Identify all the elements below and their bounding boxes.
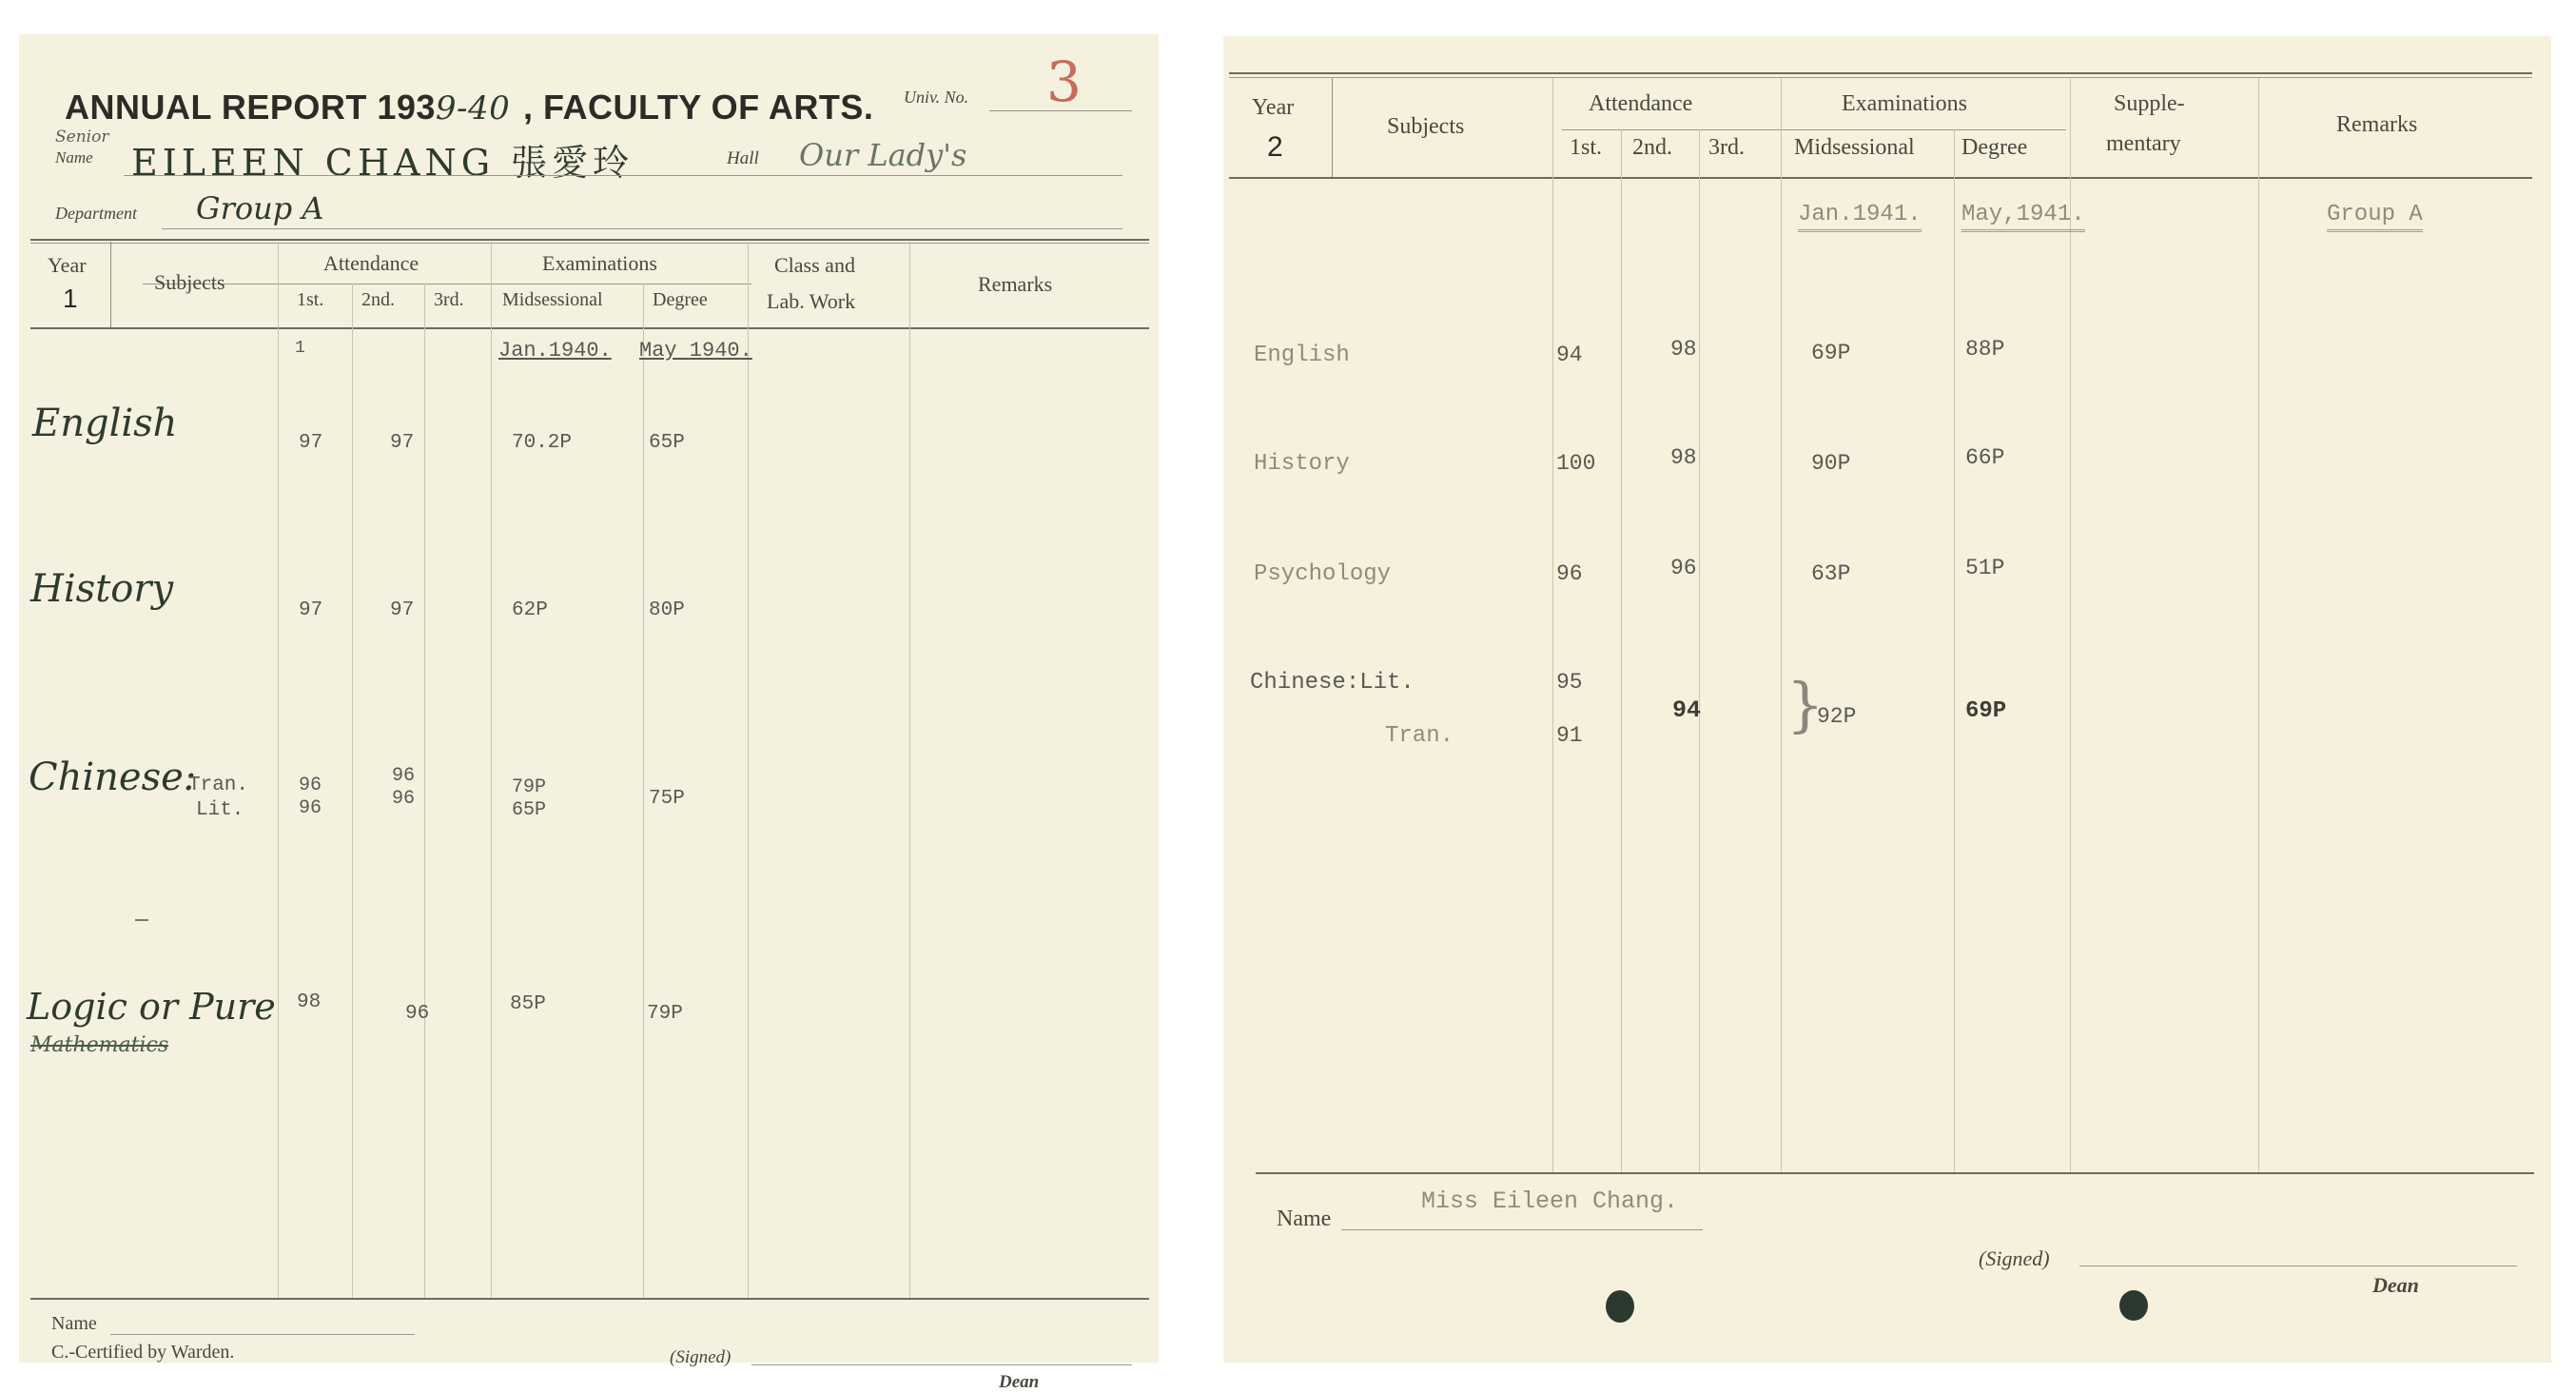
attendance-header: Attendance — [323, 251, 420, 275]
univ-no-label: Univ. No. — [904, 88, 969, 107]
subject-chinese-tran: Tran. — [1385, 723, 1454, 749]
title-prefix: ANNUAL REPORT 193 — [65, 88, 436, 127]
history-att1: 100 — [1556, 451, 1596, 476]
tick-mark: 1 — [295, 339, 305, 358]
subject-mathematics-struck: Mathematics — [30, 1033, 169, 1057]
psychology-mid: 63P — [1811, 561, 1851, 586]
psychology-att1: 96 — [1556, 561, 1583, 586]
subject-history: History — [1254, 451, 1350, 477]
midsessional-date: Jan.1941. — [1798, 202, 1922, 232]
english-deg: 88P — [1965, 337, 2005, 362]
subject-english: English — [1254, 343, 1350, 368]
midsessional-header: Midsessional — [502, 289, 603, 310]
footer-name-label: Name — [51, 1313, 97, 1334]
history-mid: 90P — [1811, 451, 1851, 476]
brace-mark: } — [1786, 670, 1825, 739]
english-att1: 97 — [299, 432, 323, 454]
report-title — [65, 88, 510, 128]
footer-name-value: Miss Eileen Chang. — [1421, 1187, 1679, 1215]
subject-chinese-lit: Chinese:Lit. — [1250, 670, 1415, 696]
report-card-year-1 — [19, 34, 1159, 1392]
subject-psychology: Psychology — [1254, 561, 1392, 587]
chinese-att2-tran: 96 — [392, 765, 416, 787]
att-third-header: 3rd. — [1708, 135, 1745, 160]
chinese-sub-lit: Lit. — [196, 799, 244, 821]
name-label: Name — [55, 148, 93, 167]
psychology-att2: 96 — [1670, 556, 1697, 580]
faculty-title: , FACULTY OF ARTS. — [523, 88, 874, 127]
subject-logic: Logic or Pure — [27, 986, 276, 1028]
supplementary-header-1: Supple- — [2114, 91, 2185, 116]
english-att2: 97 — [390, 432, 415, 454]
footer-dean: Dean — [2372, 1273, 2419, 1297]
english-mid: 70.2P — [512, 432, 573, 454]
chinese-att2-lit: 96 — [392, 788, 416, 810]
midsessional-header: Midsessional — [1794, 135, 1915, 160]
logic-att2: 96 — [405, 1003, 430, 1025]
hall-label: Hall — [727, 148, 759, 168]
report-card-year-2 — [1223, 36, 2551, 1363]
title-year-handwritten: 9-40 — [435, 89, 511, 128]
att-first-header: 1st. — [1570, 135, 1603, 160]
psychology-deg: 51P — [1965, 556, 2005, 580]
remarks-header: Remarks — [978, 272, 1053, 296]
chinese-deg: 69P — [1965, 698, 2007, 724]
degree-header: Degree — [653, 289, 708, 310]
class-lab-header-1: Class and — [774, 253, 855, 277]
chinese-sub-tran: Tran. — [188, 775, 249, 796]
chinese-att1-tran: 96 — [299, 775, 322, 796]
english-att1: 94 — [1556, 343, 1583, 367]
logic-deg: 79P — [647, 1003, 683, 1025]
examinations-header: Examinations — [542, 251, 657, 275]
history-deg: 80P — [649, 599, 685, 621]
footer-dean: Dean — [999, 1372, 1040, 1392]
att-first-header: 1st. — [297, 289, 324, 310]
chinese-mid: 92P — [1817, 704, 1857, 729]
english-att2: 98 — [1670, 337, 1697, 362]
department-label: Department — [55, 204, 137, 223]
att-second-header: 2nd. — [1632, 135, 1672, 160]
chinese-att1-lit: 95 — [1556, 670, 1583, 695]
history-att1: 97 — [299, 599, 323, 621]
ink-blot-right — [2119, 1290, 2148, 1321]
history-att2: 98 — [1670, 445, 1697, 470]
midsessional-date: Jan.1940. — [498, 339, 612, 363]
subject-chinese: Chinese: — [29, 755, 197, 799]
logic-att1: 98 — [297, 991, 322, 1013]
hall-value: Our Lady's — [799, 137, 967, 173]
english-deg: 65P — [649, 432, 685, 454]
logic-mid: 85P — [510, 993, 546, 1015]
chinese-mid-tran: 79P — [512, 776, 547, 798]
footer-signed: (Signed) — [670, 1347, 732, 1367]
subjects-header: Subjects — [1387, 114, 1465, 139]
remarks-header: Remarks — [2336, 112, 2418, 137]
att-second-header: 2nd. — [361, 289, 395, 310]
degree-date: May,1941. — [1961, 202, 2085, 232]
chinese-att1-lit: 96 — [299, 797, 322, 819]
subject-english: English — [32, 402, 178, 445]
att-third-header: 3rd. — [434, 289, 464, 310]
chinese-mid-lit: 65P — [512, 799, 547, 821]
footer-signed: (Signed) — [1979, 1246, 2050, 1270]
subjects-header: Subjects — [154, 270, 225, 294]
senior-label: Senior — [55, 128, 109, 147]
chinese-deg: 75P — [649, 788, 685, 810]
chinese-att1-tran: 91 — [1556, 723, 1583, 748]
attendance-header: Attendance — [1589, 91, 1693, 116]
year-value: 1 — [63, 284, 78, 313]
year-value: 2 — [1267, 131, 1283, 163]
subject-history: History — [30, 567, 174, 611]
examinations-header: Examinations — [1842, 91, 1967, 116]
ink-blot-left — [1606, 1290, 1634, 1323]
english-mid: 69P — [1811, 341, 1851, 365]
certified-by-warden: C.-Certified by Warden. — [51, 1342, 235, 1363]
department-value: Group A — [196, 190, 324, 226]
supplementary-header-2: mentary — [2106, 131, 2181, 156]
degree-header: Degree — [1961, 135, 2028, 160]
class-lab-header-2: Lab. Work — [767, 289, 856, 313]
dash-mark — [135, 919, 148, 921]
year-header: Year — [1252, 95, 1295, 120]
history-deg: 66P — [1965, 445, 2005, 470]
univ-no-value: 3 — [1046, 49, 1082, 114]
student-name: EILEEN CHANG 張愛玲 — [131, 142, 634, 184]
chinese-att2: 94 — [1672, 696, 1702, 724]
remarks-group: Group A — [2327, 202, 2423, 232]
history-att2: 97 — [390, 599, 415, 621]
footer-name-label: Name — [1277, 1207, 1332, 1231]
degree-date: May 1940. — [639, 339, 752, 363]
year-header: Year — [48, 253, 87, 277]
history-mid: 62P — [512, 599, 548, 621]
